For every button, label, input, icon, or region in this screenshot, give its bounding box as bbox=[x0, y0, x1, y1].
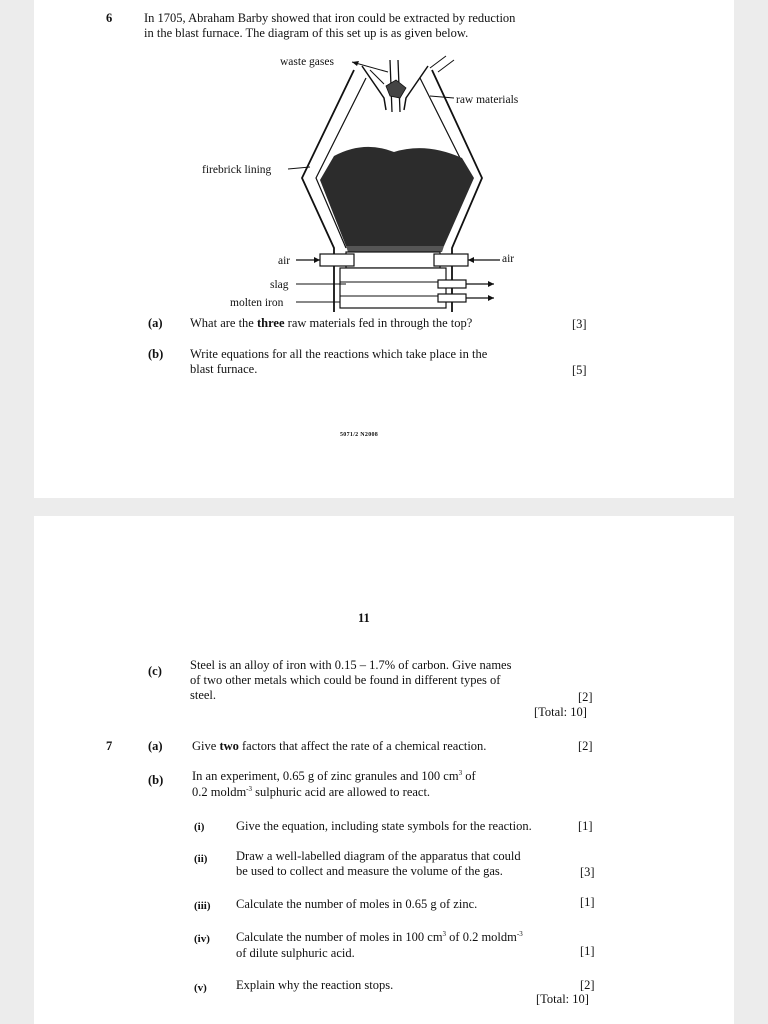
part-b-line2: blast furnace. bbox=[190, 362, 258, 376]
sub-v-question: Explain why the reaction stops. bbox=[236, 978, 394, 992]
sub-ii-line2: be used to collect and measure the volume of the gas. bbox=[236, 864, 503, 878]
exam-page-1 bbox=[34, 0, 734, 498]
page-number: 11 bbox=[358, 611, 370, 625]
sub-iv-label: (iv) bbox=[194, 933, 210, 945]
label-raw-materials: raw materials bbox=[456, 94, 519, 106]
q7-part-b-line1: In an experiment, 0.65 g of zinc granules and 100 $cm^3$ of bbox=[192, 768, 476, 783]
part-b-marks: [5] bbox=[572, 363, 587, 377]
q7-part-a-marks: [2] bbox=[578, 739, 593, 753]
part-c-line1: Steel is an alloy of iron with 0.15 – 1.7% of carbon. Give names bbox=[190, 658, 512, 672]
question-6-intro-line2: in the blast furnace. The diagram of this set up is as given below. bbox=[144, 26, 469, 40]
sub-v-label: (v) bbox=[194, 982, 207, 994]
sub-v-marks: [2] bbox=[580, 978, 595, 992]
q7-total: [Total: 10] bbox=[536, 992, 589, 1006]
question-6-number: 6 bbox=[106, 11, 113, 25]
sub-i-marks: [1] bbox=[578, 819, 593, 833]
part-c-line3: steel. bbox=[190, 688, 217, 702]
sub-i-question: Give the equation, including state symbols for the reaction. bbox=[236, 819, 532, 833]
sub-ii-marks: [3] bbox=[580, 865, 595, 879]
label-air-right: air bbox=[502, 253, 515, 265]
footer-code: 5071/2 N2008 bbox=[340, 432, 379, 438]
sub-iii-question: Calculate the number of moles in 0.65 g of zinc. bbox=[236, 897, 478, 911]
part-c-label: (c) bbox=[148, 664, 162, 678]
part-c-marks: [2] bbox=[578, 690, 593, 704]
q7-part-a-label: (a) bbox=[148, 739, 163, 753]
q7-part-a-question: Give two factors that affect the rate of a chemical reaction. bbox=[192, 739, 487, 753]
part-c-total: [Total: 10] bbox=[534, 705, 587, 719]
sub-iii-marks: [1] bbox=[580, 895, 595, 909]
q7-part-b-label: (b) bbox=[148, 773, 164, 787]
part-b-label: (b) bbox=[148, 347, 164, 361]
question-6-intro-line1: In 1705, Abraham Barby showed that iron could be extracted by reduction bbox=[144, 11, 516, 25]
exam-page-2 bbox=[34, 516, 734, 1024]
sub-iii-label: (iii) bbox=[194, 900, 211, 912]
blast-furnace-diagram bbox=[34, 0, 734, 320]
part-a-marks: [3] bbox=[572, 317, 587, 331]
label-waste-gases: waste gases bbox=[280, 56, 334, 68]
sub-iv-marks: [1] bbox=[580, 944, 595, 958]
sub-ii-label: (ii) bbox=[194, 853, 208, 865]
sub-iv-line1: Calculate the number of moles in 100 $cm^3$ of 0.2 moldm$^{-3}$ bbox=[236, 929, 523, 944]
label-air-left: air bbox=[278, 255, 291, 267]
sub-i-label: (i) bbox=[194, 821, 205, 833]
q7-part-b-line2: 0.2 moldm$^{-3}$ sulphuric acid are allowed to react. bbox=[192, 784, 431, 799]
part-a-label: (a) bbox=[148, 316, 163, 330]
sub-iv-line2: of dilute sulphuric acid. bbox=[236, 946, 355, 960]
sub-ii-line1: Draw a well-labelled diagram of the apparatus that could bbox=[236, 849, 521, 863]
label-firebrick-lining: firebrick lining bbox=[202, 164, 272, 176]
part-c-line2: of two other metals which could be found in different types of bbox=[190, 673, 501, 687]
question-7-number: 7 bbox=[106, 739, 113, 753]
label-slag: slag bbox=[270, 279, 289, 291]
part-a-question: What are the three raw materials fed in through the top? bbox=[190, 316, 473, 330]
label-molten-iron: molten iron bbox=[230, 297, 284, 309]
part-b-line1: Write equations for all the reactions which take place in the bbox=[190, 347, 488, 361]
